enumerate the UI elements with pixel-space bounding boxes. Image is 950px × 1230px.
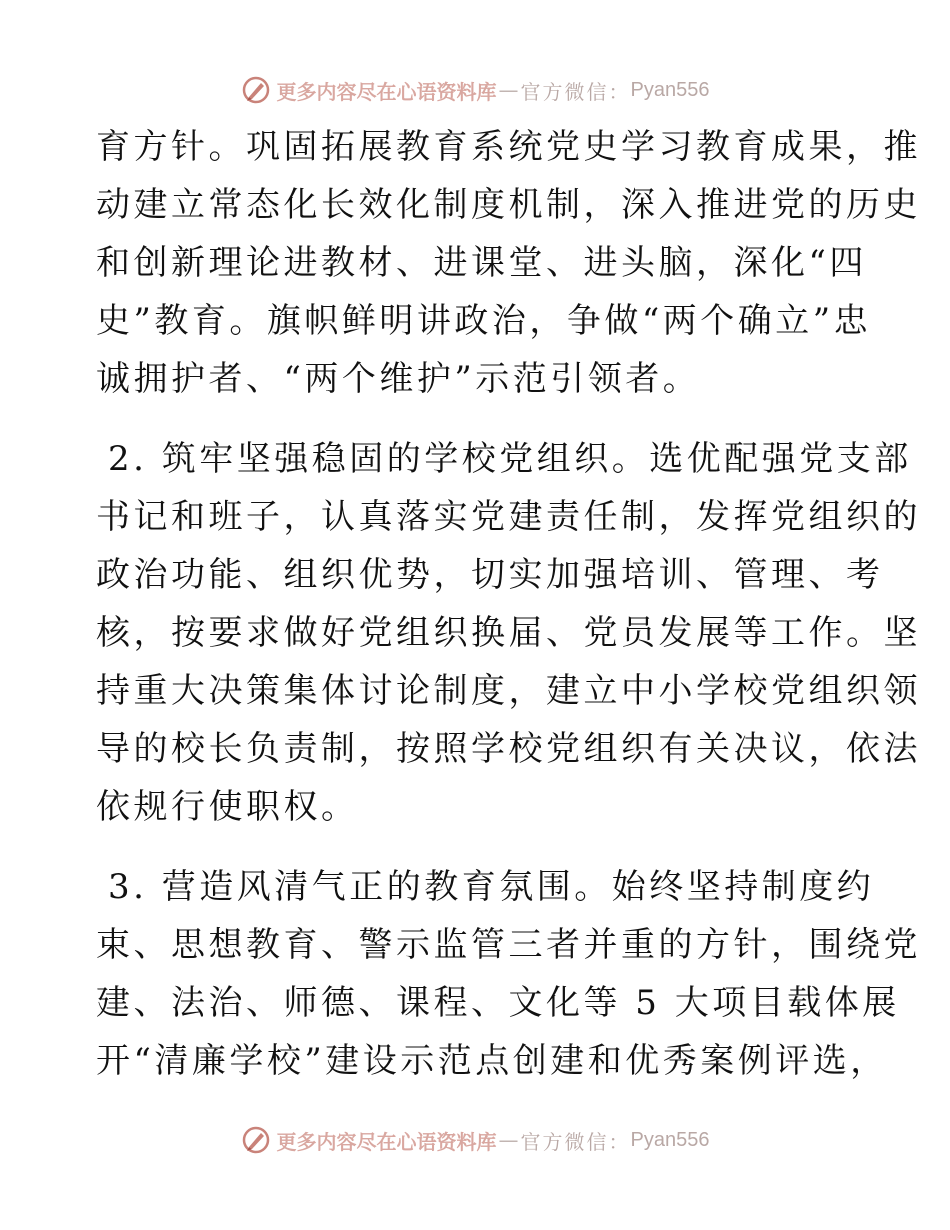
text-line: 核，按要求做好党组织换届、党员发展等工作。坚 [96,613,921,653]
text-line: 书记和班子，认真落实党建责任制，发挥党组织的 [96,497,921,537]
section-heading-3: 3. 营造风清气正的教育氛围。始终坚持制度约 [108,867,875,907]
pen-logo-icon [241,1125,271,1155]
text-line: 开“清廉学校”建设示范点创建和优秀案例评选， [96,1041,888,1081]
text-line: 动建立常态化长效化制度机制，深入推进党的历史 [96,185,921,225]
text-line: 依规行使职权。 [96,787,359,827]
text-line: 史”教育。旗帜鲜明讲政治，争做“两个确立”忠 [96,301,872,341]
text-line: 育方针。巩固拓展教育系统党史学习教育成果，推 [96,127,921,167]
footer-watermark [0,1120,950,1160]
watermark-wechat-id: Pyan556 [630,78,710,101]
text-line: 和创新理论进教材、进课堂、进头脑，深化“四 [96,243,867,283]
section-heading-2: 2. 筑牢坚强稳固的学校党组织。选优配强党支部 [108,439,912,479]
text-line: 建、法治、师德、课程、文化等 5 大项目载体展 [96,983,900,1023]
watermark-wechat-label: 官方微信： [520,79,631,104]
watermark-wechat-label: 官方微信： [520,1129,631,1154]
text-line: 政治功能、组织优势，切实加强培训、管理、考 [96,555,884,595]
text-line: 诚拥护者、“两个维护”示范引领者。 [96,359,701,399]
text-line: 导的校长负责制，按照学校党组织有关决议，依法 [96,729,921,769]
header-watermark [0,70,950,110]
pen-logo-icon [241,75,271,105]
watermark-wechat-id: Pyan556 [630,1128,710,1151]
watermark-dash: — [498,1128,519,1152]
document-body [96,118,921,1090]
text-line: 持重大决策集体讨论制度，建立中小学校党组织领 [96,671,921,711]
watermark-label: 更多内容尽在心语资料库 [276,79,497,104]
watermark-dash: — [498,78,519,102]
text-line: 束、思想教育、警示监管三者并重的方针，围绕党 [96,925,921,965]
watermark-label: 更多内容尽在心语资料库 [276,1129,497,1154]
